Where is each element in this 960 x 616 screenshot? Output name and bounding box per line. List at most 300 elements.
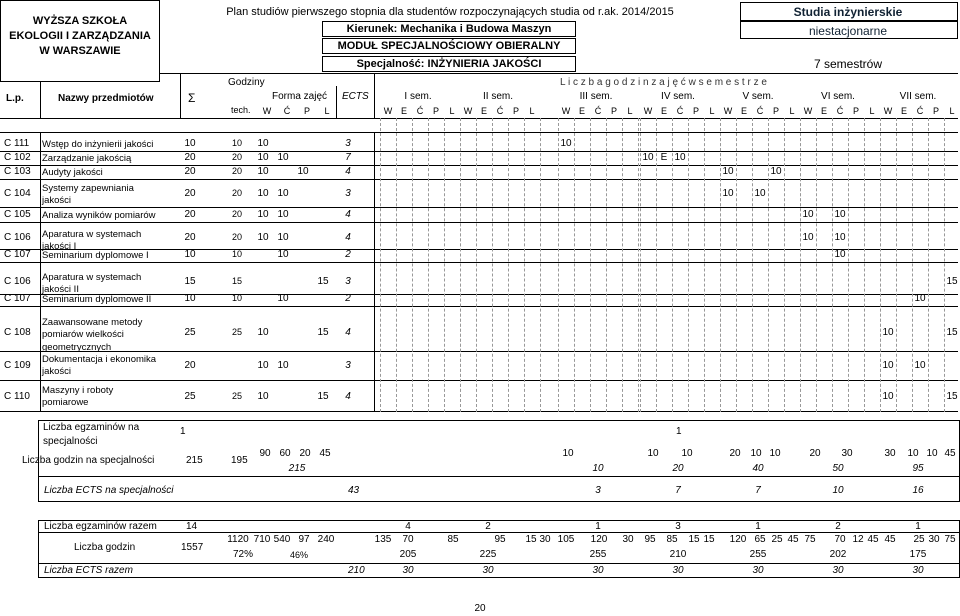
course-name: Zaawansowane metody pomiarów wielkości geometrycznych [42,317,143,353]
course-code: C 111 [4,138,30,149]
all-form-hours: 540 [273,534,291,545]
course-code: C 102 [4,152,31,163]
course-hours-p: 10 [297,166,309,177]
header-bottom-rule-2 [0,132,958,133]
all-sem-detail: 85 [666,534,678,545]
course-semester-hours: 10 [722,166,734,177]
spec-hours-tech: 195 [231,455,248,466]
module: MODUŁ SPECJALNOŚCIOWY OBIERALNY [337,40,561,52]
col-forma: Forma zajęć [272,91,328,102]
sem-grid-line [944,118,945,412]
sem6-letter-3: P [852,106,860,116]
course-code: C 107 [4,293,31,304]
sem6-letter-1: E [820,106,828,116]
all-sem-ects: 30 [672,565,684,576]
spec-hours-label: Liczba godzin na specjalności [22,455,155,466]
course-hours-c: 10 [277,209,289,220]
all-hours-total: 1557 [181,542,204,553]
all-sem-detail: 95 [494,534,506,545]
sem4-letter-1: E [660,106,668,116]
sem-grid-line [896,118,897,412]
col-ects: ECTS [342,91,369,102]
course-code: C 110 [4,391,30,402]
header-bottom-rule [0,118,958,119]
spec-sem-hours: 20 [809,448,821,459]
all-sem-ects: 30 [592,565,604,576]
semester-header-3: III sem. [579,91,613,102]
spec-sem-ects: 16 [912,485,924,496]
sem-grid-line [928,118,929,412]
school-name-line-1: WYŻSZA SZKOŁA [32,15,128,27]
all-sem-ects: 30 [832,565,844,576]
course-hours-w: 10 [257,166,269,177]
course-hours-tech: 20 [231,232,243,242]
course-ects: 3 [345,276,351,287]
sem-grid-line [540,118,541,412]
col-name: Nazwy przedmiotów [58,93,154,104]
course-semester-hours: 10 [882,327,894,338]
course-hours-sum: 20 [184,188,196,199]
sem2-letter-1: E [480,106,488,116]
page-number: 20 [474,603,486,614]
course-code: C 103 [4,166,31,177]
header-rule [160,73,958,74]
course-ects: 3 [345,188,351,199]
all-sem-ects: 30 [752,565,764,576]
sem1-letter-1: E [400,106,408,116]
course-semester-hours: 10 [882,391,894,402]
all-sem-detail: 95 [644,534,656,545]
form-letter-p: P [303,106,311,116]
course-name: Seminarium dyplomowe II [42,294,152,305]
sem6-letter-4: L [869,106,875,116]
course-hours-sum: 10 [184,138,196,149]
course-semester-hours: 10 [834,249,846,260]
spec-sem-total: 40 [752,463,764,474]
course-hours-c: 10 [277,293,289,304]
all-pct-w: 72% [233,549,254,560]
course-hours-tech: 15 [231,276,243,286]
course-semester-hours: 10 [560,138,572,149]
course-hours-w: 10 [257,209,269,220]
sem-grid-line [460,118,461,412]
course-hours-w: 10 [257,232,269,243]
course-hours-w: 10 [257,391,269,402]
sem-grid-line [638,118,639,412]
sem6-letter-0: W [803,106,813,116]
course-ects: 2 [345,249,351,260]
spec-sem-hours: 30 [884,448,896,459]
course-hours-l: 15 [317,327,329,338]
course-semester-hours: 10 [674,152,686,163]
row-rule [0,151,958,152]
course-semester-hours: 10 [722,188,734,199]
sem5-letter-3: P [772,106,780,116]
sem3-letter-1: E [578,106,586,116]
course-name: Aparatura w systemach jakości II [42,272,142,296]
all-sem-detail: 70 [834,534,846,545]
sem-grid-line [864,118,865,412]
col-rozklad: L i c z b a g o d z i n z a j ę ć w s e m e s t r z e [560,77,767,88]
course-hours-sum: 20 [184,360,196,371]
spec-sem-hours: 10 [562,448,574,459]
sem-grid-line [768,118,769,412]
course-semester-hours: 10 [770,166,782,177]
sem4-letter-4: L [709,106,715,116]
spec-sem-hours: 10 [926,448,938,459]
spec-exams-sem4: 1 [676,426,682,437]
all-sem-ects: 30 [912,565,924,576]
sem-grid-line [640,118,641,412]
col-sum: Σ [188,91,196,105]
sem7-letter-4: L [949,106,955,116]
study-type: Studia inżynierskie [793,5,903,19]
sem5-letter-1: E [740,106,748,116]
sem-grid-line [380,118,381,412]
sem-grid-line [688,118,689,412]
sem7-letter-0: W [883,106,893,116]
course-semester-hours: 10 [914,360,926,371]
course-hours-sum: 20 [184,209,196,220]
row-rule [0,294,958,295]
all-sem-total: 255 [749,549,767,560]
course-code: C 107 [4,249,31,260]
all-sem-detail: 70 [402,534,414,545]
all-summary-box [38,520,960,578]
sem-grid-line [832,118,833,412]
header-divider-sems [374,73,375,118]
sem-grid-line [848,118,849,412]
spec-form-hours: 20 [299,448,311,459]
course-semester-hours: 10 [914,293,926,304]
sem-grid-line [508,118,509,412]
all-sem-exams: 1 [595,521,601,532]
course-name: Aparatura w systemach jakości I [42,229,142,253]
header-divider-hours [180,73,181,118]
semester-header-2: II sem. [482,91,514,102]
col-hours: Godziny [228,77,265,88]
sem4-letter-0: W [643,106,653,116]
sem-grid-line [590,118,591,412]
sem5-letter-2: Ć [756,106,764,116]
sem-grid-line [736,118,737,412]
row-rule [0,207,958,208]
course-semester-hours: 10 [642,152,654,163]
all-sem-detail: 30 [622,534,634,545]
form-letter-w: W [262,106,272,116]
sem-grid-line [656,118,657,412]
all-sem-detail: 30 [928,534,940,545]
course-name: Audyty jakości [42,167,103,178]
course-semester-hours: 10 [882,360,894,371]
course-hours-w: 10 [257,188,269,199]
course-hours-tech: 20 [231,209,243,219]
spec-sem-ects: 7 [755,485,761,496]
sem-grid-line [492,118,493,412]
all-sem-detail: 15 [525,534,537,545]
spec-form-hours: 45 [319,448,331,459]
all-form-hours: 1120 [227,534,249,545]
course-semester-hours: 10 [802,209,814,220]
course-hours-sum: 25 [184,391,196,402]
sem7-letter-3: P [932,106,940,116]
all-sem-total: 225 [479,549,497,560]
sem-grid-line [784,118,785,412]
course-hours-sum: 10 [184,249,196,260]
course-hours-c: 10 [277,232,289,243]
all-sem-detail: 85 [447,534,459,545]
course-code: C 105 [4,209,31,220]
course-hours-tech: 20 [231,188,243,198]
course-hours-c: 10 [277,152,289,163]
sem3-letter-0: W [561,106,571,116]
all-rule-2 [38,563,960,564]
all-sem-exams: 4 [405,521,411,532]
spec-hours-forms-total: 215 [288,463,306,474]
course-semester-hours: 10 [834,232,846,243]
course-name: Wstęp do inżynierii jakości [42,139,154,150]
sem4-letter-3: P [692,106,700,116]
all-sem-detail: 65 [754,534,766,545]
course-ects: 4 [345,209,351,220]
all-exams-total: 14 [186,521,198,532]
all-form-hours: 240 [317,534,335,545]
spec-ects-label: Liczba ECTS na specjalności [44,485,174,496]
sem2-letter-2: Ć [496,106,504,116]
all-hours-label: Liczba godzin [74,542,136,553]
course-hours-tech: 20 [231,152,243,162]
semesters-count: 7 semestrów [813,57,883,71]
course-hours-tech: 10 [231,249,243,259]
all-sem-detail: 135 [374,534,392,545]
spec-form-hours: 90 [259,448,271,459]
course-hours-sum: 20 [184,166,196,177]
form-letter-l: L [324,106,330,116]
row-rule [0,351,958,352]
spec-sem-ects: 7 [675,485,681,496]
sem7-letter-1: E [900,106,908,116]
course-hours-tech: 25 [231,391,243,401]
all-ects-total: 210 [348,565,365,576]
course-semester-hours: E [660,152,668,163]
spec-sem-hours: 10 [647,448,659,459]
sem-grid-line [672,118,673,412]
spec-sem-total: 95 [912,463,924,474]
semester-header-5: V sem. [742,91,774,102]
course-hours-c: 10 [277,249,289,260]
course-hours-l: 15 [317,391,329,402]
direction: Kierunek: Mechanika i Budowa Maszyn [346,23,552,35]
sem1-letter-3: P [432,106,440,116]
spec-hours-sum: 215 [186,455,203,466]
course-code: C 108 [4,327,31,338]
spec-summary-box [38,420,960,502]
school-name-line-2: EKOLOGII I ZARZĄDZANIA [9,30,151,42]
spec-sem-hours: 20 [729,448,741,459]
row-rule [0,249,958,250]
row-rule [0,222,958,223]
spec-sem-hours: 10 [681,448,693,459]
all-form-hours: 710 [253,534,271,545]
all-sem-ects: 30 [402,565,414,576]
course-semester-hours: 15 [946,327,958,338]
spec-sem-ects: 3 [595,485,601,496]
course-hours-w: 10 [257,138,269,149]
all-sem-detail: 75 [804,534,816,545]
all-sem-detail: 12 [852,534,864,545]
spec-exams-label: Liczba egzaminów na specjalności [43,422,140,447]
sem-grid-line [396,118,397,412]
spec-sem-hours: 10 [907,448,919,459]
all-rule-1 [38,532,960,533]
all-sem-total: 202 [829,549,847,560]
sem5-letter-4: L [789,106,795,116]
all-sem-total: 175 [909,549,927,560]
all-sem-exams: 1 [755,521,761,532]
all-sem-detail: 45 [884,534,896,545]
row-rule [0,262,958,263]
sem3-letter-3: P [610,106,618,116]
course-name: Zarządzanie jakością [42,153,132,164]
all-sem-detail: 120 [590,534,608,545]
sem-grid-line [704,118,705,412]
course-hours-tech: 10 [231,138,243,148]
course-hours-sum: 15 [184,276,196,287]
course-semester-hours: 15 [946,276,958,287]
all-pct-rest: 46% [290,550,309,560]
spec-sem-hours: 30 [841,448,853,459]
course-ects: 4 [345,166,351,177]
course-hours-l: 15 [317,276,329,287]
course-hours-tech: 20 [231,166,243,176]
all-sem-detail: 15 [703,534,715,545]
all-sem-detail: 45 [867,534,879,545]
all-sem-detail: 30 [539,534,551,545]
sem1-letter-4: L [449,106,455,116]
spec-ects-total: 43 [348,485,360,496]
course-ects: 4 [345,232,351,243]
all-sem-detail: 15 [688,534,700,545]
sem-grid-line [524,118,525,412]
semester-header-6: VI sem. [821,91,855,102]
course-code: C 104 [4,188,31,199]
sem6-letter-2: Ć [836,106,844,116]
course-hours-c: 10 [277,188,289,199]
sem-grid-line [558,118,559,412]
course-hours-tech: 10 [231,293,243,303]
sem-grid-line [752,118,753,412]
course-ects: 4 [345,327,351,338]
form-letter-ć: Ć [283,106,291,116]
course-name: Analiza wyników pomiarów [42,210,156,221]
course-name: Systemy zapewniania jakości [42,183,134,207]
spec-ects-rule [38,476,960,477]
sem5-letter-0: W [723,106,733,116]
all-sem-exams: 3 [675,521,681,532]
sem4-letter-2: Ć [676,106,684,116]
sem1-letter-0: W [383,106,393,116]
course-ects: 4 [345,391,351,402]
sem7-letter-2: Ć [916,106,924,116]
sem-grid-line [428,118,429,412]
course-code: C 109 [4,360,31,371]
course-hours-sum: 25 [184,327,196,338]
spec-sem-hours: 45 [944,448,956,459]
row-rule [0,380,958,381]
all-sem-detail: 45 [787,534,799,545]
spec-sem-total: 10 [592,463,604,474]
all-sem-exams: 2 [485,521,491,532]
course-hours-sum: 10 [184,293,196,304]
all-sem-total: 210 [669,549,687,560]
all-sem-detail: 75 [944,534,956,545]
course-name: Seminarium dyplomowe I [42,250,149,261]
sem1-letter-2: Ć [416,106,424,116]
row-rule [0,165,958,166]
sem-grid-line [574,118,575,412]
sem-grid-line [606,118,607,412]
semester-header-1: I sem. [404,91,432,102]
header-divider-ects [336,86,337,118]
sem-grid-line [476,118,477,412]
spec-sem-ects: 10 [832,485,844,496]
course-semester-hours: 15 [946,391,958,402]
all-sem-detail: 25 [771,534,783,545]
semester-header-7: VII sem. [899,91,937,102]
header-divider-name [40,82,41,118]
sem-grid-line [720,118,721,412]
all-form-hours: 97 [298,534,310,545]
spec-sem-hours: 10 [769,448,781,459]
course-hours-w: 10 [257,327,269,338]
all-exams-label: Liczba egzaminów razem [44,521,157,532]
course-ects: 3 [345,360,351,371]
col-tech: tech. [231,105,251,115]
sem3-letter-4: L [627,106,633,116]
course-hours-sum: 20 [184,152,196,163]
all-sem-exams: 1 [915,521,921,532]
all-sem-total: 255 [589,549,607,560]
col-lp: L.p. [6,93,24,104]
course-semester-hours: 10 [834,209,846,220]
course-code: C 106 [4,232,31,243]
sem-grid-line [622,118,623,412]
course-name: Dokumentacja i ekonomika jakości [42,354,157,378]
spec-sem-hours: 10 [750,448,762,459]
course-hours-tech: 25 [231,327,243,337]
all-sem-total: 205 [399,549,417,560]
course-semester-hours: 10 [754,188,766,199]
specialty: Specjalność: INŻYNIERIA JAKOŚCI [356,58,542,70]
sem2-letter-0: W [463,106,473,116]
sem-grid-line [816,118,817,412]
course-semester-hours: 10 [802,232,814,243]
sem-grid-line [412,118,413,412]
all-ects-label: Liczba ECTS razem [44,565,133,576]
col-rule-sems [374,132,375,412]
spec-exams-total: 1 [180,426,186,437]
sem-grid-line [912,118,913,412]
course-ects: 2 [345,293,351,304]
all-sem-exams: 2 [835,521,841,532]
course-hours-w: 10 [257,360,269,371]
study-mode: niestacjonarne [808,24,888,38]
course-hours-c: 10 [277,360,289,371]
sem2-letter-3: P [512,106,520,116]
course-ects: 7 [345,152,351,163]
course-hours-w: 10 [257,152,269,163]
sem2-letter-4: L [529,106,535,116]
